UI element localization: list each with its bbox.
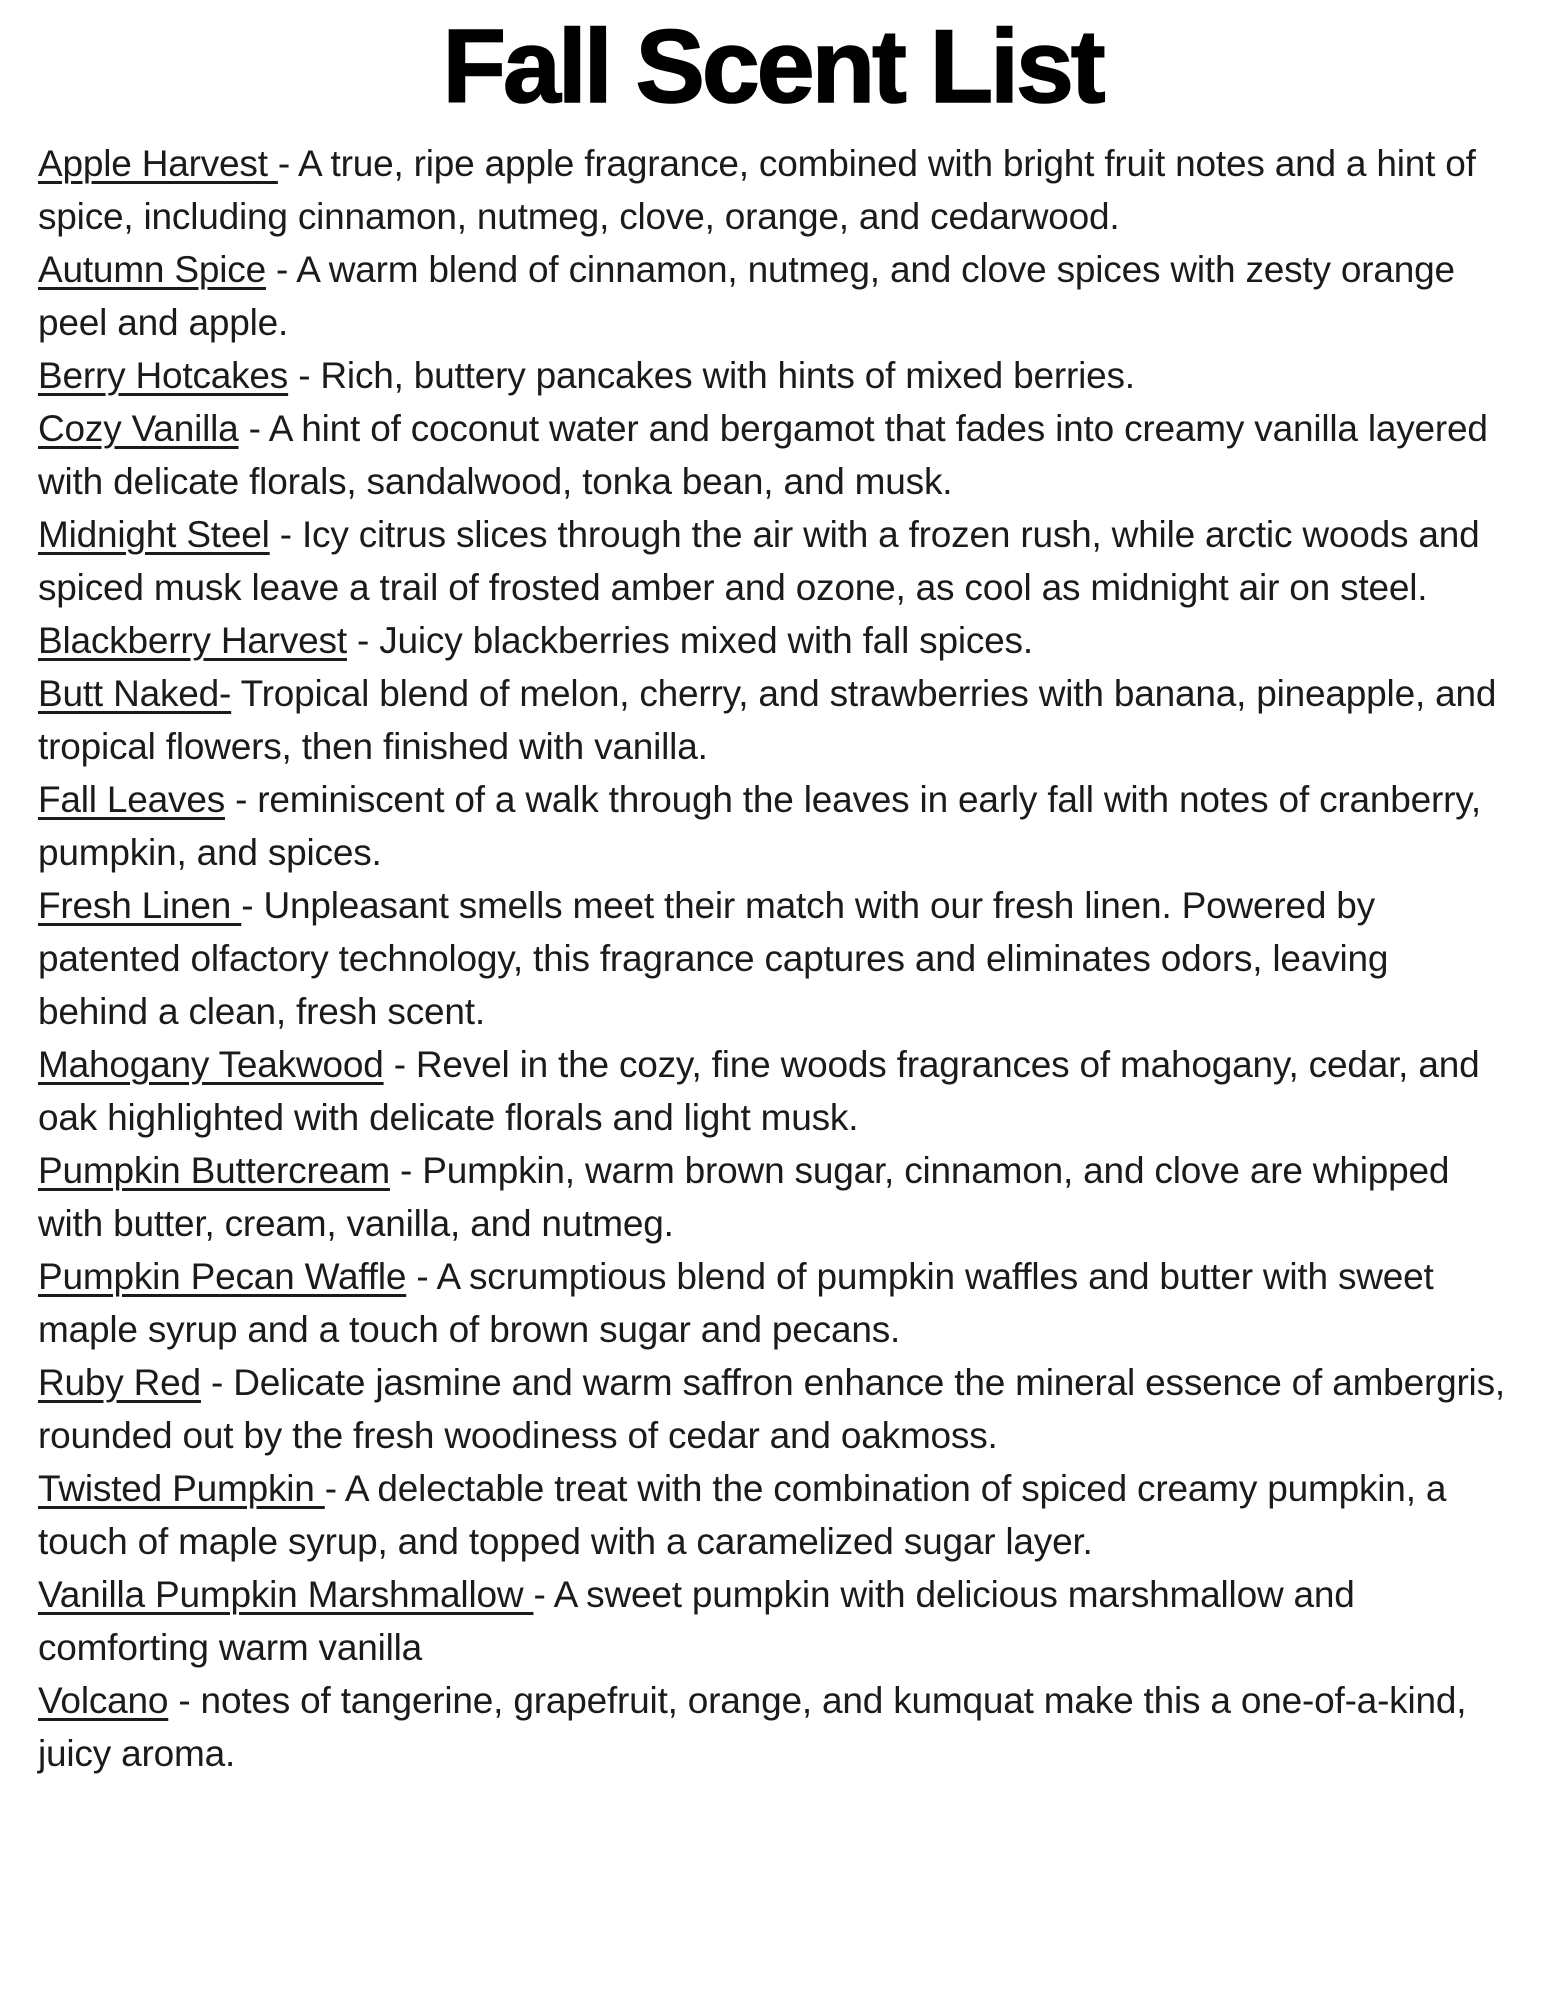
scent-entry: [38, 1356, 1516, 1462]
scent-entry: [38, 1144, 1507, 1250]
scent-entry: [38, 614, 1507, 667]
scent-description: - Icy citrus slices through the air with a frozen rush, while arctic woods and spiced musk leave a trail of frosted amber and ozone, as cool as midnight air on steel.: [38, 513, 1490, 608]
scent-description: - A sweet pumpkin with delicious marshmallow and comforting warm vanilla: [38, 1573, 1365, 1668]
scent-description: - A hint of coconut water and bergamot that fades into creamy vanilla layered with delicate florals, sandalwood, tonka bean, and musk.: [38, 407, 1498, 502]
scent-list: [0, 129, 1545, 1780]
scent-name: Fresh Linen: [38, 884, 242, 926]
scent-name: Autumn Spice: [38, 248, 266, 290]
scent-description: - A scrumptious blend of pumpkin waffles and butter with sweet maple syrup and a touch of brown sugar and pecans.: [38, 1255, 1444, 1350]
scent-description: - Delicate jasmine and warm saffron enhance the mineral essence of ambergris, rounded out by the fresh woodiness of cedar and oakmoss.: [38, 1361, 1516, 1456]
scent-description: - A warm blend of cinnamon, nutmeg, and clove spices with zesty orange peel and apple.: [38, 248, 1465, 343]
scent-name: Butt Naked-: [38, 672, 232, 714]
scent-entry: [38, 667, 1507, 773]
scent-entry: [38, 773, 1507, 879]
scent-name: Pumpkin Pecan Waffle: [38, 1255, 407, 1297]
scent-entry: [38, 402, 1507, 508]
scent-description: - Rich, buttery pancakes with hints of mixed berries.: [288, 354, 1135, 396]
scent-name: Fall Leaves: [38, 778, 226, 820]
scent-name: Ruby Red: [38, 1361, 201, 1403]
scent-name: Berry Hotcakes: [38, 354, 289, 396]
scent-name: Mahogany Teakwood: [38, 1043, 384, 1085]
scent-entry: [38, 1462, 1507, 1568]
scent-entry: [38, 349, 1507, 402]
page-title: Fall Scent List: [442, 9, 1103, 125]
scent-name: Midnight Steel: [38, 513, 270, 555]
scent-entry: [38, 1038, 1507, 1144]
scent-description: - A true, ripe apple fragrance, combined with bright fruit notes and a hint of spice, including cinnamon, nutmeg, clove, orange, and cedarwood.: [38, 142, 1486, 237]
scent-description: - A delectable treat with the combination of spiced creamy pumpkin, a touch of maple syrup, and topped with a caramelized sugar layer.: [38, 1467, 1457, 1562]
scent-entry: [38, 1568, 1507, 1674]
scent-name: Volcano: [38, 1679, 169, 1721]
scent-description: - Juicy blackberries mixed with fall spices.: [346, 619, 1033, 661]
scent-description: - Revel in the cozy, fine woods fragrances of mahogany, cedar, and oak highlighted with delicate florals and light musk.: [38, 1043, 1490, 1138]
scent-name: Pumpkin Buttercream: [38, 1149, 390, 1191]
scent-name: Vanilla Pumpkin Marshmallow: [38, 1573, 534, 1615]
scent-description: - Pumpkin, warm brown sugar, cinnamon, and clove are whipped with butter, cream, vanilla, and nutmeg.: [38, 1149, 1460, 1244]
scent-description: Tropical blend of melon, cherry, and strawberries with banana, pineapple, and tropical flowers, then finished with vanilla.: [38, 672, 1507, 767]
scent-name: Cozy Vanilla: [38, 407, 239, 449]
scent-description: - Unpleasant smells meet their match with our fresh linen. Powered by patented olfactory technology, this fragrance captures and eliminates odors, leaving behind a clean, fresh scent.: [38, 884, 1399, 1032]
scent-entry: [38, 1250, 1507, 1356]
scent-name: Apple Harvest: [38, 142, 278, 184]
scent-name: Blackberry Harvest: [38, 619, 347, 661]
scent-description: - notes of tangerine, grapefruit, orange, and kumquat make this a one-of-a-kind, juicy aroma.: [38, 1679, 1477, 1774]
scent-entry: [38, 508, 1507, 614]
scent-description: - reminiscent of a walk through the leaves in early fall with notes of cranberry, pumpkin, and spices.: [38, 778, 1492, 873]
scent-entry: [38, 243, 1507, 349]
scent-name: Twisted Pumpkin: [38, 1467, 325, 1509]
scent-entry: [38, 879, 1507, 1038]
scent-entry: [38, 137, 1507, 243]
scent-entry: [38, 1674, 1507, 1780]
